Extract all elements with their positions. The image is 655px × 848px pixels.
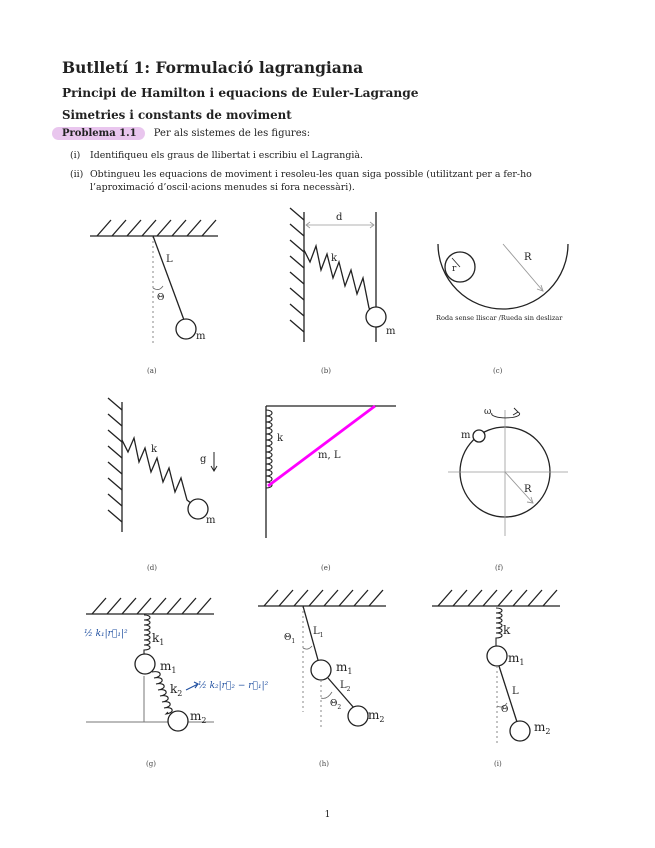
label-d-m: m (206, 515, 216, 526)
caption-f: (f) (495, 564, 504, 572)
label-g-m2: m (190, 709, 202, 723)
label-g-k1-sub: 1 (159, 638, 165, 647)
svg-text:L2 (340, 680, 351, 693)
figure-a (90, 220, 218, 346)
label-h-L1: L (313, 626, 320, 637)
label-f-omega: ω (484, 407, 492, 417)
label-d-g: g (200, 454, 207, 465)
page-number: 1 (324, 810, 331, 820)
magenta-rod (268, 406, 375, 486)
subsection-heading: Simetries i constants de moviment (62, 108, 292, 122)
label-h-m2: m (368, 708, 380, 722)
label-g-m1: m (160, 659, 172, 673)
caption-c: (c) (493, 367, 503, 375)
label-i-k: k (503, 623, 511, 637)
handwritten-note-1: ½ k₁|r⃗₁|² (84, 629, 128, 639)
label-a-L: L (166, 254, 173, 265)
svg-text:m2 (368, 708, 384, 724)
svg-text:m1 (508, 651, 524, 667)
label-c-R: R (524, 252, 532, 263)
item-text: Identifiqueu els graus de llibertat i escribiu el Lagrangià. (90, 150, 363, 161)
svg-text:Θ2 (330, 699, 341, 711)
caption-i: (i) (494, 760, 502, 768)
label-g-k2: k (170, 682, 178, 696)
label-h-m2-sub: 2 (379, 715, 385, 724)
label-g-k1: k (152, 631, 160, 645)
svg-text:L1 (313, 626, 323, 639)
label-g-m1-sub: 1 (171, 666, 177, 675)
caption-a: (a) (147, 367, 157, 375)
svg-text:m1 (336, 660, 352, 676)
problem-badge: Problema 1.1 (52, 127, 145, 140)
mass-circle (366, 307, 386, 327)
label-c-note: Roda sense lliscar /Rueda sin deslizar (436, 314, 563, 322)
svg-text:k1 (152, 631, 164, 647)
label-b-k: k (331, 253, 338, 264)
label-h-theta1-sub: 1 (291, 638, 296, 645)
label-g-m2-sub: 2 (201, 716, 207, 725)
svg-text:m1 (160, 659, 176, 675)
item-number: (ii) (70, 169, 84, 180)
figure-f (448, 408, 568, 536)
page-title: Butlletí 1: Formulació lagrangiana (62, 58, 364, 77)
label-h-theta2: Θ (330, 699, 338, 709)
label-h-L2: L (340, 680, 347, 691)
label-d-k: k (151, 444, 158, 455)
label-a-m: m (196, 331, 206, 342)
label-b-d: d (336, 212, 343, 223)
section-heading: Principi de Hamilton i equacions de Euler-Lagrange (62, 86, 419, 100)
mass-circle (188, 499, 208, 519)
label-f-m: m (461, 430, 471, 441)
label-e-k: k (277, 433, 284, 444)
label-f-R: R (524, 484, 532, 495)
label-i-m1-sub: 1 (519, 658, 525, 667)
label-i-m1: m (508, 651, 520, 665)
label-h-m1-sub: 1 (347, 667, 353, 676)
caption-e: (e) (321, 564, 331, 572)
label-e-mL: m, L (318, 450, 341, 461)
label-c-r: r (452, 264, 457, 274)
label-i-L: L (512, 686, 519, 697)
problem-intro: Per als sistemes de les figures: (153, 128, 311, 139)
caption-h: (h) (319, 760, 329, 768)
label-h-L1-sub: 1 (319, 632, 324, 639)
mass-circle (176, 319, 196, 339)
item-text: Obtingueu les equacions de moviment i resoleu-les quan siga possible (utilitzant per a fer-ho l’aproximació d’oscil·acions menudes si fora necessàri). (90, 169, 532, 193)
figure-h (258, 590, 386, 730)
figure-d (108, 398, 217, 532)
caption-g: (g) (146, 760, 156, 768)
label-b-m: m (386, 326, 396, 337)
figure-c (438, 244, 568, 309)
label-i-m2: m (534, 720, 546, 734)
label-a-theta: Θ (157, 293, 165, 303)
svg-text:m2 (534, 720, 550, 736)
item-number: (i) (70, 150, 81, 161)
label-i-m2-sub: 2 (545, 727, 551, 736)
svg-text:k2 (170, 682, 182, 698)
label-i-theta: Θ (501, 705, 509, 715)
label-h-m1: m (336, 660, 348, 674)
handwritten-note-2: ½ k₂|r⃗₂ − r⃗₁|² (198, 681, 269, 691)
label-h-theta1: Θ (284, 633, 292, 643)
svg-text:m2 (190, 709, 206, 725)
label-g-k2-sub: 2 (177, 689, 183, 698)
label-h-L2-sub: 2 (346, 686, 351, 693)
figure-b (290, 208, 386, 342)
figure-e (266, 406, 396, 538)
caption-d: (d) (147, 564, 157, 572)
label-h-theta2-sub: 2 (337, 704, 342, 711)
svg-text:Θ1 (284, 633, 295, 645)
caption-b: (b) (321, 367, 331, 375)
